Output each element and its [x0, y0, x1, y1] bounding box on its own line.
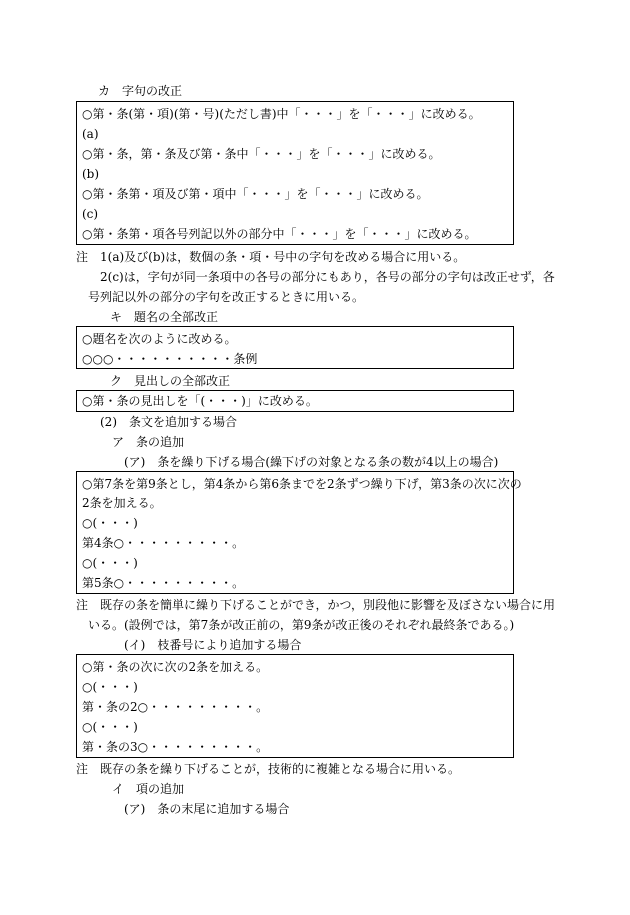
heading-i1: (ア) 条の末尾に追加する場合: [124, 802, 290, 816]
example-box-ku: [76, 390, 514, 412]
box-line: ○第・条の次に次の2条を加える。: [82, 660, 269, 674]
box-line: ○第・条の見出しを「(・・・)」に改める。: [82, 394, 318, 408]
box-line: ○題名を次のように改める。: [82, 332, 237, 346]
box-line: 第・条の2○・・・・・・・・・。: [82, 700, 269, 714]
box-line: ○第・条，第・条及び第・条中「・・・」を「・・・」に改める。: [82, 147, 441, 161]
box-line: (c): [82, 207, 99, 221]
heading-ku: ク 見出しの全部改正: [110, 374, 231, 388]
box-line: ○(・・・): [82, 680, 138, 694]
box-line: ○第・条第・項及び第・項中「・・・」を「・・・」に改める。: [82, 187, 429, 201]
example-box-ki: [76, 326, 514, 369]
heading-i-add: イ 項の追加: [112, 782, 185, 796]
box-line: ○第7条を第9条とし，第4条から第6条までを2条ずつ繰り下げ，第3条の次に次の: [82, 477, 522, 491]
note-ka-line1: 注 1(a)及び(b)は，数個の条・項・号中の字句を改める場合に用いる。: [76, 250, 466, 264]
box-line: 第5条○・・・・・・・・・。: [82, 576, 245, 590]
box-line: ○(・・・): [82, 516, 138, 530]
example-box-a1: [76, 471, 522, 594]
heading-ki: キ 題名の全部改正: [110, 310, 219, 324]
box-line: ○第・条(第・項)(第・号)(ただし書)中「・・・」を「・・・」に改める。: [82, 107, 481, 121]
note-a2: 注 既存の条を繰り下げることが，技術的に複雑となる場合に用いる。: [76, 762, 461, 776]
box-line: 2条を加える。: [82, 496, 162, 510]
heading-a1: (ア) 条を繰り下げる場合(繰下げの対象となる条の数が4以上の場合): [124, 455, 499, 469]
box-line: (a): [82, 127, 99, 141]
box-line: 第・条の3○・・・・・・・・・。: [82, 740, 269, 754]
box-line: ○○○・・・・・・・・・・条例: [82, 352, 258, 366]
heading-ka: カ 字句の改正: [98, 84, 183, 98]
note-a1-line2: いる。(設例では，第7条が改正前の，第9条が改正後のそれぞれ最終条である。): [88, 618, 515, 632]
box-line: ○(・・・): [82, 556, 138, 570]
note-ka-line2: 2(c)は，字句が同一条項中の各号の部分にもあり，各号の部分の字句は改正せず，各: [100, 270, 555, 284]
heading-a-add: ア 条の追加: [112, 435, 185, 449]
note-a1-line1: 注 既存の条を簡単に繰り下げることができ，かつ，別段他に影響を及ぼさない場合に用: [76, 598, 556, 612]
heading-a2: (イ) 枝番号により追加する場合: [124, 638, 302, 652]
heading-section-2: (2) 条文を追加する場合: [100, 415, 237, 429]
note-ka-line3: 号列記以外の部分の字句を改正するときに用いる。: [88, 290, 365, 304]
box-line: (b): [82, 167, 100, 181]
box-line: ○(・・・): [82, 720, 138, 734]
box-line: 第4条○・・・・・・・・・。: [82, 536, 245, 550]
example-box-ka: [76, 101, 514, 245]
box-line: ○第・条第・項各号列記以外の部分中「・・・」を「・・・」に改める。: [82, 227, 477, 241]
example-box-a2: [76, 654, 514, 758]
